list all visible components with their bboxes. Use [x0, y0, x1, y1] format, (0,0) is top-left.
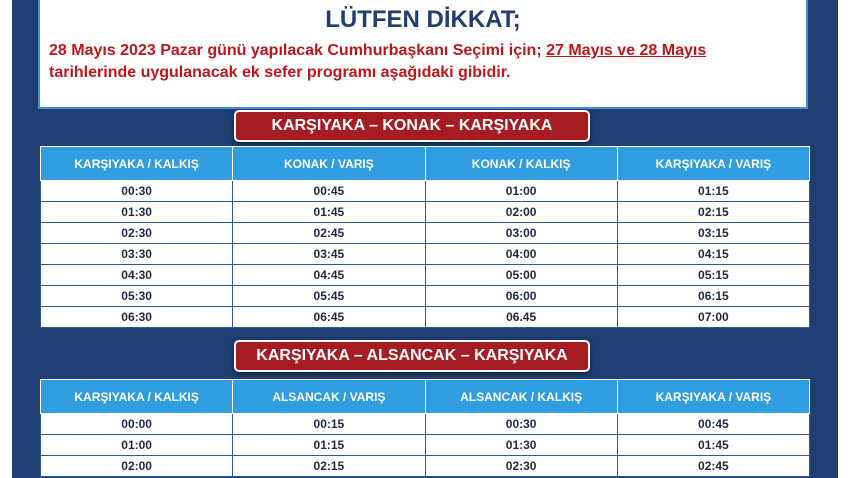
column-header: KARŞIYAKA / VARIŞ	[617, 380, 809, 414]
table-row	[41, 435, 810, 456]
notice-line-1-text: 28 Mayıs 2023 Pazar günü yapılacak Cumhurbaşkanı Seçimi için;	[49, 42, 547, 59]
time-cell: 06:00	[425, 286, 617, 307]
table-header-row	[41, 147, 810, 181]
time-cell: 07:00	[617, 307, 809, 328]
column-header: KARŞIYAKA / VARIŞ	[617, 147, 809, 181]
column-header: KARŞIYAKA / KALKIŞ	[41, 147, 233, 181]
column-header: KONAK / KALKIŞ	[425, 147, 617, 181]
column-header: ALSANCAK / VARIŞ	[233, 380, 425, 414]
time-cell: 01:45	[233, 202, 425, 223]
time-cell: 02:00	[41, 456, 233, 477]
time-cell: 02:15	[617, 202, 809, 223]
route-1-title: KARŞIYAKA – KONAK – KARŞIYAKA	[234, 110, 590, 142]
time-cell: 01:15	[617, 181, 809, 202]
notice-line-1	[49, 42, 706, 60]
time-cell: 03:30	[41, 244, 233, 265]
time-cell: 04:45	[233, 265, 425, 286]
route-2-timetable	[40, 379, 810, 477]
time-cell: 00:30	[41, 181, 233, 202]
time-cell: 00:00	[41, 414, 233, 435]
table-header-row	[41, 380, 810, 414]
notice-box	[38, 0, 808, 109]
column-header: ALSANCAK / KALKIŞ	[425, 380, 617, 414]
route-1-timetable	[40, 146, 810, 328]
time-cell: 06:15	[617, 286, 809, 307]
time-cell: 01:30	[425, 435, 617, 456]
time-cell: 04:15	[617, 244, 809, 265]
time-cell: 00:30	[425, 414, 617, 435]
time-cell: 02:15	[233, 456, 425, 477]
time-cell: 05:30	[41, 286, 233, 307]
table-row	[41, 414, 810, 435]
table-row	[41, 307, 810, 328]
time-cell: 02:00	[425, 202, 617, 223]
time-cell: 02:45	[233, 223, 425, 244]
time-cell: 06:30	[41, 307, 233, 328]
time-cell: 01:15	[233, 435, 425, 456]
time-cell: 06.45	[425, 307, 617, 328]
time-cell: 03:45	[233, 244, 425, 265]
time-cell: 01:30	[41, 202, 233, 223]
table-row	[41, 202, 810, 223]
time-cell: 02:30	[41, 223, 233, 244]
time-cell: 06:45	[233, 307, 425, 328]
time-cell: 02:45	[617, 456, 809, 477]
table-row	[41, 265, 810, 286]
time-cell: 04:30	[41, 265, 233, 286]
table-row	[41, 223, 810, 244]
time-cell: 05:15	[617, 265, 809, 286]
column-header: KONAK / VARIŞ	[233, 147, 425, 181]
table-row	[41, 181, 810, 202]
time-cell: 01:00	[41, 435, 233, 456]
time-cell: 02:30	[425, 456, 617, 477]
notice-title: LÜTFEN DİKKAT;	[325, 6, 521, 33]
time-cell: 00:45	[233, 181, 425, 202]
column-header: KARŞIYAKA / KALKIŞ	[41, 380, 233, 414]
time-cell: 03:15	[617, 223, 809, 244]
time-cell: 01:00	[425, 181, 617, 202]
time-cell: 00:45	[617, 414, 809, 435]
route-2-title: KARŞIYAKA – ALSANCAK – KARŞIYAKA	[234, 340, 590, 372]
time-cell: 03:00	[425, 223, 617, 244]
table-row	[41, 244, 810, 265]
time-cell: 00:15	[233, 414, 425, 435]
notice-dates: 27 Mayıs ve 28 Mayıs	[546, 42, 707, 59]
table-row	[41, 286, 810, 307]
table-row	[41, 456, 810, 477]
time-cell: 05:45	[233, 286, 425, 307]
notice-line-2: tarihlerinde uygulanacak ek sefer programı aşağıdaki gibidir.	[49, 64, 511, 81]
time-cell: 04:00	[425, 244, 617, 265]
time-cell: 05:00	[425, 265, 617, 286]
time-cell: 01:45	[617, 435, 809, 456]
